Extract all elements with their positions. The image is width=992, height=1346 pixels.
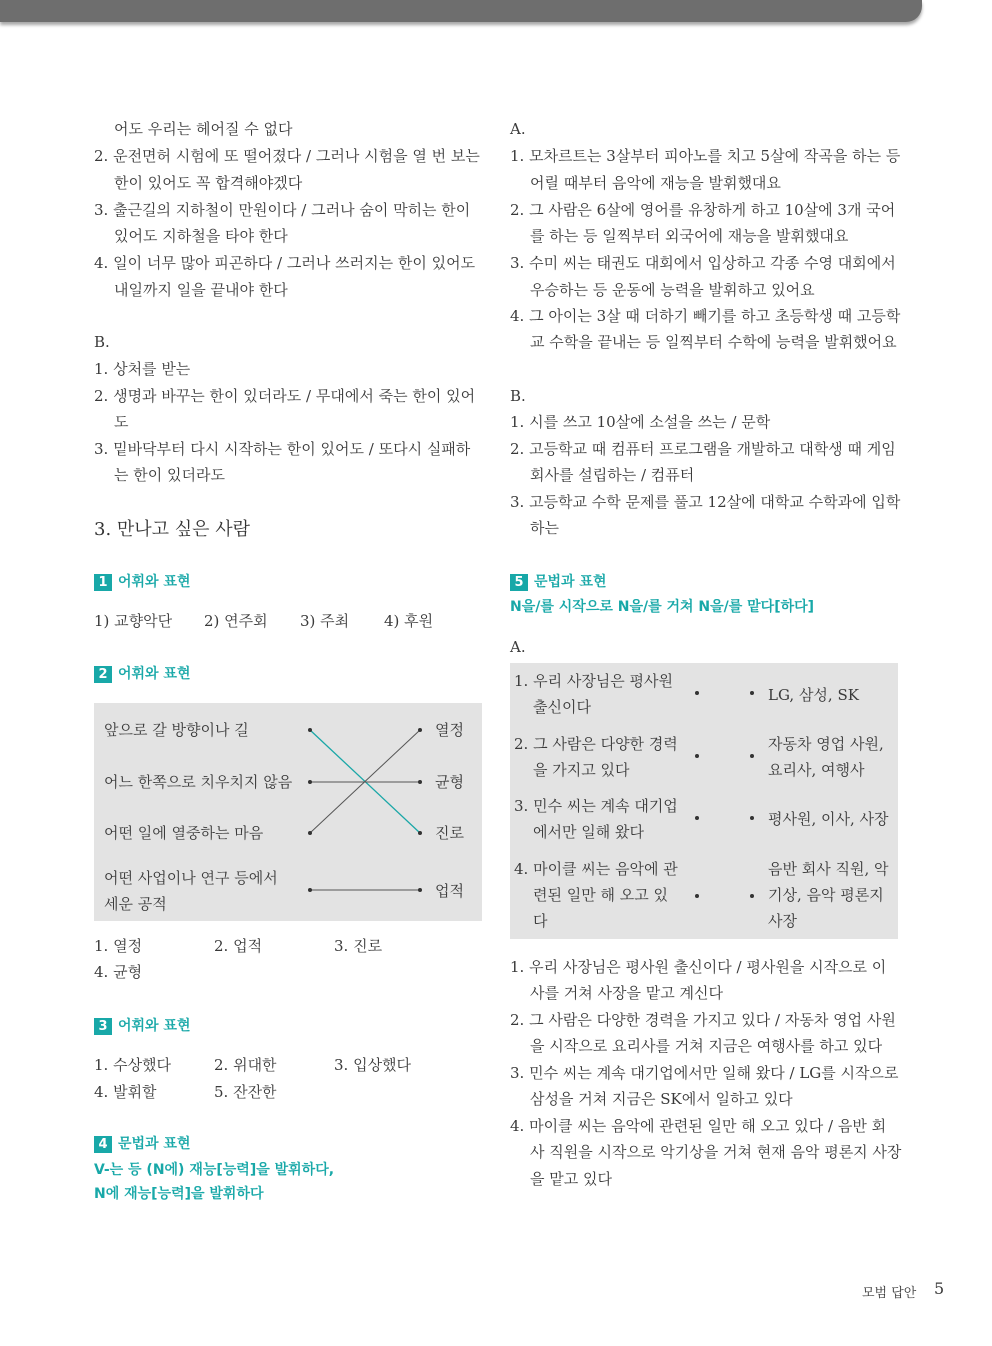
match-right-item: 평사원, 이사, 사장: [768, 810, 889, 828]
section-header-4: [94, 1135, 191, 1153]
answer-line: 을 맡고 있다: [530, 1170, 612, 1188]
match-right-item: 요리사, 여행사: [768, 761, 865, 779]
answer-line: 삼성을 거쳐 지금은 SK에서 일하고 있다: [530, 1090, 793, 1108]
section-label: 어휘와 표현: [118, 1018, 191, 1034]
match-dot: [750, 816, 754, 820]
match-left-item: 어떤 일에 열중하는 마음: [104, 824, 264, 842]
answer: 2. 위대한: [214, 1056, 277, 1074]
text-line: 도: [114, 413, 129, 431]
answer: 3. 입상했다: [334, 1056, 412, 1074]
text-line: 4. 일이 너무 많아 피곤하다 / 그러나 쓰러지는 한이 있어도: [94, 254, 476, 272]
answer-line: 4. 마이클 씨는 음악에 관련된 일만 해 오고 있다 / 음반 회: [510, 1117, 887, 1135]
answer: 3) 주최: [300, 612, 350, 630]
match-dot: [418, 831, 422, 835]
text-line: 2. 생명과 바꾸는 한이 있더라도 / 무대에서 죽는 한이 있어: [94, 387, 476, 405]
match-dot: [695, 816, 699, 820]
match-left-item: 에서만 일해 왔다: [533, 823, 644, 841]
grammar-pattern: V-는 등 (N에) 재능[능력]을 발휘하다,: [94, 1162, 335, 1178]
answer: 4. 발휘할: [94, 1083, 157, 1101]
match-left-item: 세운 공적: [104, 895, 167, 913]
match-right-item: 업적: [435, 882, 464, 900]
answer: 1. 수상했다: [94, 1056, 172, 1074]
text-line: 3. 밑바닥부터 다시 시작하는 한이 있어도 / 또다시 실패하: [94, 440, 471, 458]
answer-line: 사를 거쳐 사장을 맡고 계신다: [530, 984, 723, 1002]
match-right-item: LG, 삼성, SK: [768, 686, 859, 704]
text-line: 2. 고등학교 때 컴퓨터 프로그램을 개발하고 대학생 때 게임: [510, 440, 896, 458]
section-number: 1: [94, 574, 112, 591]
text-line: 어릴 때부터 음악에 재능을 발휘했대요: [530, 174, 781, 192]
answer: 1) 교향악단: [94, 612, 173, 630]
match-dot: [418, 728, 422, 732]
section-number: 3: [94, 1018, 112, 1035]
answer: 4) 후원: [384, 612, 434, 630]
answer: 3. 진로: [334, 937, 383, 955]
match-dot: [695, 691, 699, 695]
section-label: 어휘와 표현: [118, 574, 191, 590]
footer-label: 모범 답안: [862, 1286, 917, 1301]
match-dot: [695, 754, 699, 758]
match-dot: [750, 894, 754, 898]
text-line: 하는: [530, 519, 559, 537]
text-line: 1. 상처를 받는: [94, 360, 191, 378]
section-number: 5: [510, 574, 528, 591]
answer-line: 1. 우리 사장님은 평사원 출신이다 / 평사원을 시작으로 이: [510, 958, 887, 976]
match-dot: [750, 691, 754, 695]
part-label: A.: [510, 638, 526, 656]
match-left-item: 1. 우리 사장님은 평사원: [514, 672, 674, 690]
match-left-item: 출신이다: [533, 698, 591, 716]
text-line: 회사를 설립하는 / 컴퓨터: [530, 466, 695, 484]
answer-line: 사 직원을 시작으로 악기상을 거쳐 현재 음악 평론지 사장: [530, 1143, 902, 1161]
grammar-pattern: N에 재능[능력]을 발휘하다: [94, 1186, 264, 1202]
section-number: 4: [94, 1136, 112, 1153]
part-label: B.: [94, 333, 110, 351]
match-left-item: 어느 한쪽으로 치우치지 않음: [104, 773, 293, 791]
match-dot: [308, 728, 312, 732]
text-line: 2. 그 사람은 6살에 영어를 유창하게 하고 10살에 3개 국어: [510, 201, 896, 219]
match-right-item: 진로: [435, 824, 464, 842]
match-left-item: 다: [533, 912, 548, 930]
match-dot: [308, 780, 312, 784]
page-number: 5: [934, 1279, 945, 1298]
section-label: 문법과 표현: [534, 574, 607, 590]
grammar-pattern: N을/를 시작으로 N을/를 거쳐 N을/를 맡다[하다]: [510, 599, 815, 615]
text-line: 는 한이 있더라도: [114, 466, 225, 484]
text-line: 한이 있어도 꼭 합격해야겠다: [114, 174, 303, 192]
answer-line: 2. 그 사람은 다양한 경력을 가지고 있다 / 자동차 영업 사원: [510, 1011, 896, 1029]
text-line: 교 수학을 끝내는 등 일찍부터 수학에 능력을 발휘했어요: [530, 333, 897, 351]
match-dot: [750, 754, 754, 758]
match-right-item: 사장: [768, 912, 797, 930]
match-left-item: 2. 그 사람은 다양한 경력: [514, 735, 678, 753]
text-line: 4. 그 아이는 3살 때 더하기 빼기를 하고 초등학생 때 고등학: [510, 307, 901, 325]
text-line: 있어도 지하철을 타야 한다: [114, 227, 288, 245]
match-dot: [418, 888, 422, 892]
answer-line: 을 시작으로 요리사를 거쳐 지금은 여행사를 하고 있다: [530, 1037, 883, 1055]
answer: 2. 업적: [214, 937, 263, 955]
answer: 5. 잔잔한: [214, 1083, 277, 1101]
section-label: 문법과 표현: [118, 1136, 191, 1152]
match-right-item: 자동차 영업 사원,: [768, 735, 884, 753]
section-label: 어휘와 표현: [118, 666, 191, 682]
answer: 1. 열정: [94, 937, 143, 955]
match-dot: [695, 894, 699, 898]
match-right-item: 기상, 음악 평론지: [768, 886, 884, 904]
section-header-5: [510, 573, 607, 591]
match-dot: [418, 780, 422, 784]
answer: 2) 연주회: [204, 612, 268, 630]
section-number: 2: [94, 666, 112, 683]
match-left-item: 련된 일만 해 오고 있: [533, 886, 668, 904]
text-line: 를 하는 등 일찍부터 외국어에 재능을 발휘했대요: [530, 227, 849, 245]
answer: 4. 균형: [94, 963, 143, 981]
match-right-item: 음반 회사 직원, 악: [768, 860, 889, 878]
match-left-item: 어떤 사업이나 연구 등에서: [104, 869, 278, 887]
match-right-item: 균형: [435, 773, 464, 791]
match-dot: [308, 888, 312, 892]
text-line: 3. 출근길의 지하철이 만원이다 / 그러나 숨이 막히는 한이: [94, 201, 471, 219]
text-line: 우승하는 등 운동에 능력을 발휘하고 있어요: [530, 281, 815, 299]
text-line: 내일까지 일을 끝내야 한다: [114, 281, 288, 299]
part-label: A.: [510, 120, 526, 138]
match-right-item: 열정: [435, 721, 464, 739]
part-label: B.: [510, 387, 526, 405]
text-line: 어도 우리는 헤어질 수 없다: [114, 120, 293, 138]
text-line: 1. 모차르트는 3살부터 피아노를 치고 5살에 작곡을 하는 등: [510, 147, 901, 165]
text-line: 3. 고등학교 수학 문제를 풀고 12살에 대학교 수학과에 입학: [510, 493, 901, 511]
text-line: 3. 수미 씨는 태권도 대회에서 입상하고 각종 수영 대회에서: [510, 254, 896, 272]
text-line: 1. 시를 쓰고 10살에 소설을 쓰는 / 문학: [510, 413, 771, 431]
match-dot: [308, 831, 312, 835]
match-left-item: 4. 마이클 씨는 음악에 관: [514, 860, 678, 878]
section-title: 3. 만나고 싶은 사람: [94, 519, 251, 540]
text-line: 2. 운전면허 시험에 또 떨어졌다 / 그러나 시험을 열 번 보는: [94, 147, 480, 165]
answer-line: 3. 민수 씨는 계속 대기업에서만 일해 왔다 / LG를 시작으로: [510, 1064, 899, 1082]
section-header-3: [94, 1017, 191, 1035]
match-left-item: 앞으로 갈 방향이나 길: [104, 721, 249, 739]
match-left-item: 3. 민수 씨는 계속 대기업: [514, 797, 678, 815]
match-left-item: 을 가지고 있다: [533, 761, 630, 779]
